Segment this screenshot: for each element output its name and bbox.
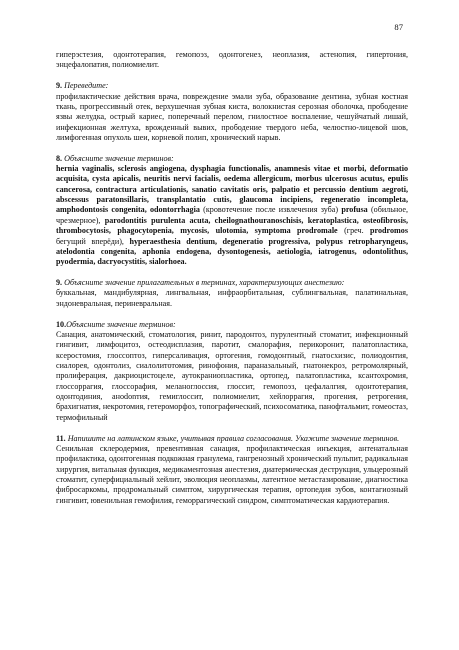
term-note: (кровотечение после извлечения зуба) xyxy=(203,205,339,215)
exercise-number: 11. xyxy=(56,433,66,443)
exercise-9-anesthesia xyxy=(56,278,408,309)
latin-terms: hernia vaginalis, sclerosis angiogena, dysphagia functionalis, anamnesis vitae et morbi, deformatio acquisita, cysta apicalis, neuritis nervi facialis, oedema allergicum, morbus ulcerosus acutus, epulis cancerosa, contractura articulationis, sanatio cavitatis oris, palpatio et percussio dentium aegroti, abscessus paratonsillaris, transplantatio cutis, glaucoma incipiens, regeneratio incompleta, amphodontosis congenita, odontorrhagia xyxy=(56,164,408,215)
exercise-9-translate xyxy=(56,81,408,143)
exercise-heading xyxy=(56,320,408,330)
exercise-heading xyxy=(56,434,408,444)
page-number: 87 xyxy=(394,22,403,32)
intro-block xyxy=(56,50,408,71)
latin-term: profusa xyxy=(341,205,368,215)
exercise-heading xyxy=(56,278,408,288)
term-note: (греч. xyxy=(344,226,364,236)
exercise-body: буккальная, мандибулярная, лингвальная, инфраорбитальная, сублингвальная, палатинальная, эндоневральная, периневральная. xyxy=(56,288,408,308)
latin-terms: hyperaesthesia dentium, degeneratio progressiva, polypus retropharyngeus, atelodontia congenita, aphonia endogena, dysontogenesis, aetiologia, iatrogenus, odontolithus, pyodermia, dacryocystitis, sialorhoea. xyxy=(56,236,408,267)
exercise-number: 9. xyxy=(56,81,63,91)
exercise-instruction: Объясните значение прилагательных в терминах, характеризующих анестезию: xyxy=(64,278,345,288)
exercise-10-terms xyxy=(56,320,408,423)
exercise-instruction: Объясните значение терминов: xyxy=(64,153,174,163)
exercise-instruction: Объясните значение терминов: xyxy=(66,319,176,329)
exercise-body xyxy=(56,164,408,267)
term-note: бегущий вперёди), xyxy=(56,236,124,246)
exercise-11-latin xyxy=(56,434,408,506)
exercise-heading xyxy=(56,154,408,164)
intro-text: гиперэстезия, одонтотерапия, гемопоэз, одонтогенез, неоплазия, астенопия, гипертония, энцефалопатия, полиомиелит. xyxy=(56,50,408,70)
page-content xyxy=(56,50,408,506)
exercise-number: 8. xyxy=(56,153,63,163)
exercise-8-terms xyxy=(56,154,408,268)
exercise-heading xyxy=(56,81,408,91)
exercise-body: Санация, анатомический, стоматология, ринит, пародонтоз, пурулентный стоматит, инфекционный гингивит, лимфоцитоз, остеодисплазия, паротит, смалорафия, перикоронит, палатопластика, ксеростомия, глоссоптоз, гиперсаливация, ортогения, гомодонтный, гнатосхизис, полиодонтия, сиалорея, одонтолиз, сиалолитотомия, ринофония, параназальный, гнатонекроз, ретромолярный, пролиферация, дакриоцистоцеле, аутокраниопластика, ортопед, палатопластика, ксантохромия, глоссоррагия, глоссорафия, меланоглоссия, глоссит, гемопоэз, цефалалгия, одонтотерапия, одонтодиния, аноdonтия, гемиглоссит, полиомиелит, хейлоррагия, прогения, ретрогения, брахигнатия, некротомия, гетероморфоз, топографический, психосоматика, панофтальмит, гомеостаз, термофильный xyxy=(56,329,408,422)
exercise-number: 10. xyxy=(56,319,67,329)
exercise-number: 9. xyxy=(56,278,63,288)
exercise-body: Сенильная склеродермия, превентивная санация, профилактическая инъекция, антенатальная профилактика, одонтогенная подкожная гранулема, гангренозный хронический пульпит, радикальная хирургия, витальная функция, медикаментозная анестезия, диатермическая деструкция, ульцерозный стоматит, суперфициальный хейлит, эволюция неоплазмы, латентное метастазирование, диагностика фибросаркомы, продромальный симптом, хирургическая терапия, ортопедия зубов, контагиозный гингивит, ювенильная гемофилия, геморрагический синдром, симптоматическая кардиотерапия. xyxy=(56,443,408,505)
exercise-instruction: Напишите на латинском языке, учитывая правила согласования. Укажите значение терминов. xyxy=(67,433,400,443)
greek-term: prodromos xyxy=(370,226,408,236)
latin-terms: parodontitis purulenta acuta, cheilognathouranoschisis, keratoplastica, osteofibrosis, thrombocytosis, phagocytopenia, mycosis, ulotomia, symptoma prodromale xyxy=(56,215,408,236)
exercise-body: профилактические действия врача, повреждение эмали зуба, образование дентина, зубная костная ткань, прогрессивный отек, верхушечная зубная киста, волокнистая серозная оболочка, прободение язвы желудка, острый кариес, поперечный перелом, гнилостное воспаление, чешуйчатый лишай, инфекционная желтуха, врожденный вывих, прободение твердого неба, челюстно-лицевой шов, лимфогенная опухоль шеи, корневой полип, хронический нарыв. xyxy=(56,91,408,142)
term-note: (обильное, чрезмерное), xyxy=(56,205,408,225)
exercise-instruction: Переведите: xyxy=(64,81,109,91)
